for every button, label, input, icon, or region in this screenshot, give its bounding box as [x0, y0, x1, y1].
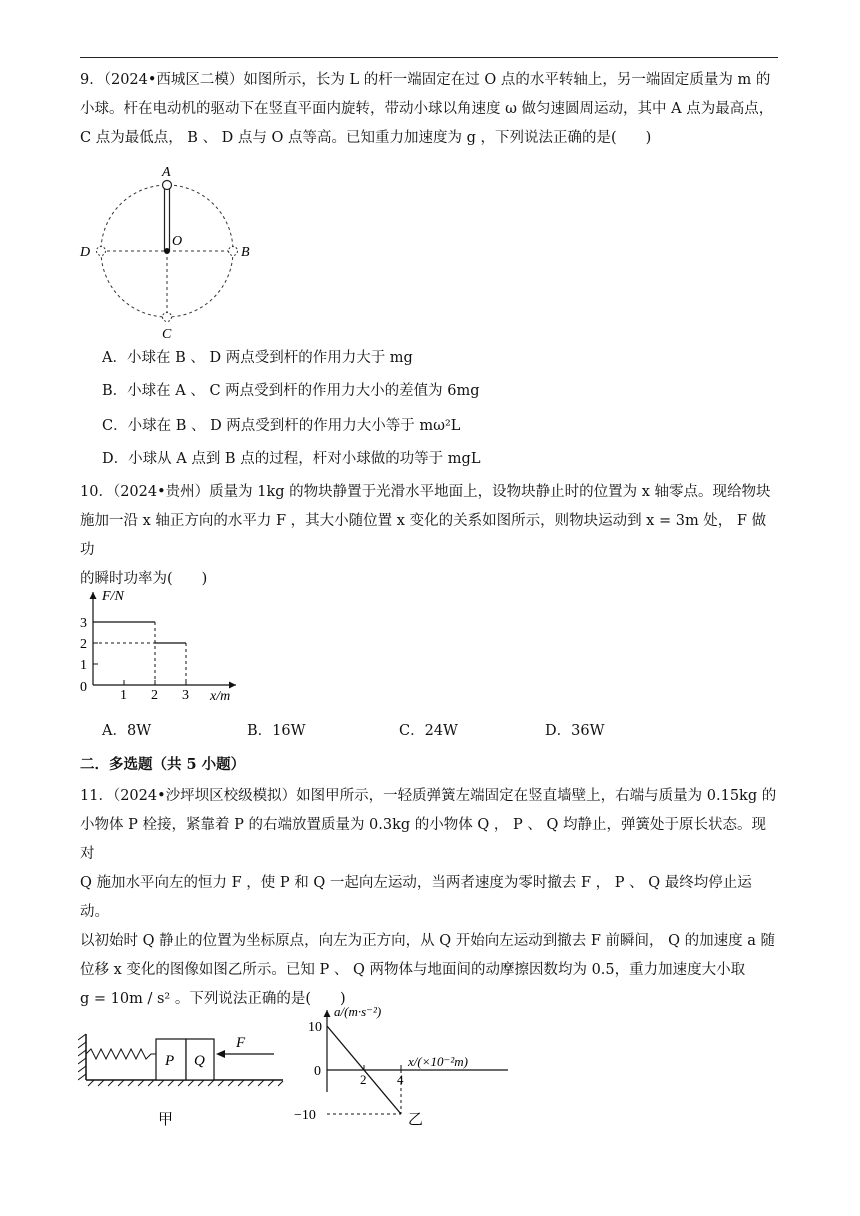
section-2-heading: 二．多选题（共 5 小题） [80, 756, 246, 773]
q9-option-a: A．小球在 B 、 D 两点受到杆的作用力大于 mg [102, 350, 413, 366]
q10-stem-line-1: 10．（2024•贵州）质量为 1kg 的物块静置于光滑水平地面上，设物块静止时的位置为 x 轴零点。现给物块 [80, 484, 771, 500]
spring [86, 1049, 156, 1059]
rod [165, 189, 170, 251]
q11-figure-jia [78, 1020, 298, 1140]
q9-circle-figure [76, 160, 266, 345]
label-A: A [162, 165, 171, 180]
label-C: C [162, 327, 172, 342]
q9-option-d: D．小球从 A 点到 B 点的过程，杆对小球做的功等于 mgL [102, 451, 481, 467]
x-tick-label: 3 [182, 688, 189, 703]
q11-stem [80, 782, 780, 1014]
y-axis-label: F/N [102, 589, 124, 604]
q9-option-b: B．小球在 A 、 C 两点受到杆的作用力大小的差值为 6mg [102, 383, 480, 399]
q11-stem-line-2: 小物体 P 栓接，紧靠着 P 的右端放置质量为 0.3kg 的小物体 Q ， P 、 Q 均静止，弹簧处于原长状态。现对 [80, 817, 766, 862]
pivot-O [164, 248, 170, 254]
ball-at-A [163, 181, 172, 190]
x-axis-label: x/(×10⁻²m) [408, 1054, 468, 1069]
origin-label: 0 [80, 680, 87, 695]
ball-position-C [163, 313, 172, 322]
q11-stem-line-1: 11．（2024•沙坪坝区校级模拟）如图甲所示，一轻质弹簧左端固定在竖直墙壁上，右端与质量为 0.15kg 的 [80, 788, 777, 804]
q9-stem-line-2: 小球。杆在电动机的驱动下在竖直平面内旋转，带动小球以角速度 ω 做匀速圆周运动，其中 A 点为最高点， [80, 101, 774, 117]
ground-hatching [88, 1080, 283, 1086]
q11-stem-line-6: g = 10m / s² 。下列说法正确的是( ) [80, 991, 346, 1007]
y-tick-label: 10 [308, 1020, 322, 1035]
y-tick-label: 1 [80, 658, 87, 673]
ball-position-D [97, 247, 106, 256]
y-tick-label: 0 [314, 1064, 321, 1079]
caption-yi: 乙 [408, 1112, 424, 1128]
label-Q: Q [194, 1053, 205, 1069]
q9-stem-line-1: 9．（2024•西城区二模）如图所示，长为 L 的杆一端固定在过 O 点的水平转轴上，另一端固定质量为 m 的 [80, 72, 771, 88]
q10-stem-line-2: 施加一沿 x 轴正方向的水平力 F ，其大小随位置 x 变化的关系如图所示，则物块运动到 x = 3m 处， F 做功 [80, 513, 767, 558]
y-tick-label: 2 [80, 637, 87, 652]
ball-position-B [229, 247, 238, 256]
x-tick-label: 4 [397, 1072, 404, 1087]
q10-option-d: D．36W [545, 723, 605, 739]
q10-option-a: A．8W [102, 723, 152, 739]
x-tick-label: 2 [151, 688, 158, 703]
q9-stem-line-3: C 点为最低点， B 、 D 点与 O 点等高。已知重力加速度为 g ，下列说法正确的是( ) [80, 130, 652, 146]
q9-option-c: C．小球在 B 、 D 两点受到杆的作用力大小等于 mω²L [102, 418, 461, 434]
page-top-rule [80, 57, 778, 58]
q9-stem [80, 66, 780, 153]
y-tick-label: 3 [80, 616, 87, 631]
label-O: O [172, 234, 183, 249]
y-tick-label: −10 [294, 1108, 316, 1123]
q10-force-chart [76, 584, 256, 704]
q11-figure-yi [290, 1000, 520, 1130]
caption-jia: 甲 [158, 1112, 174, 1128]
wall-hatching [78, 1034, 86, 1080]
q11-stem-line-5: 位移 x 变化的图像如图乙所示。已知 P 、 Q 两物体与地面间的动摩擦因数均为 0.5，重力加速度大小取 [80, 962, 746, 978]
a-axis-label: a/(m·s⁻²) [334, 1004, 382, 1019]
label-D: D [80, 245, 91, 260]
q11-stem-line-4: 以初始时 Q 静止的位置为坐标原点，向左为正方向，从 Q 开始向左运动到撤去 F 前瞬间， Q 的加速度 a 随 [80, 933, 775, 949]
label-B: B [241, 245, 250, 260]
q10-stem-line-3: 的瞬时功率为( ) [80, 571, 208, 587]
q10-option-c: C．24W [399, 723, 458, 739]
x-tick-label: 1 [120, 688, 127, 703]
force-arrow-head [216, 1050, 225, 1058]
x-tick-label: 2 [360, 1072, 367, 1087]
q10-stem [80, 478, 780, 594]
label-F: F [236, 1035, 246, 1051]
q11-stem-line-3: Q 施加水平向左的恒力 F ，使 P 和 Q 一起向左运动，当两者速度为零时撤去 F ， P 、 Q 最终均停止运动。 [80, 875, 752, 920]
label-P: P [165, 1053, 175, 1069]
q10-option-b: B．16W [247, 723, 306, 739]
x-axis-label: x/m [210, 689, 231, 704]
